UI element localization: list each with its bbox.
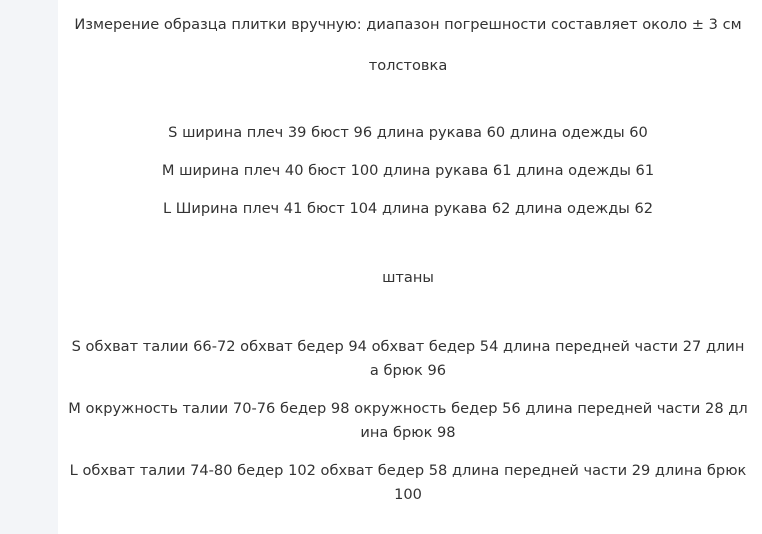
hoodie-size-m: M ширина плеч 40 бюст 100 длина рукава 61 длина одежды 61	[161, 162, 655, 179]
measurement-note: Измерение образца плитки вручную: диапазон погрешности составляет около ± 3 см	[74, 16, 742, 33]
left-gutter	[0, 0, 58, 534]
hoodie-title: толстовка	[368, 57, 448, 74]
pants-size-m: M окружность талии 70-76 бедер 98 окружность бедер 56 длина передней части 28 длина брюк 98	[68, 400, 748, 441]
hoodie-size-s: S ширина плеч 39 бюст 96 длина рукава 60 длина одежды 60	[168, 124, 648, 141]
hoodie-size-l: L Ширина плеч 41 бюст 104 длина рукава 62 длина одежды 62	[162, 200, 654, 217]
pants-size-l: L обхват талии 74-80 бедер 102 обхват бедер 58 длина передней части 29 длина брюк 100	[69, 462, 747, 503]
pants-size-s: S обхват талии 66-72 обхват бедер 94 обхват бедер 54 длина передней части 27 длина брюк 96	[71, 338, 745, 379]
product-description	[58, 0, 762, 534]
pants-title: штаны	[382, 269, 434, 286]
